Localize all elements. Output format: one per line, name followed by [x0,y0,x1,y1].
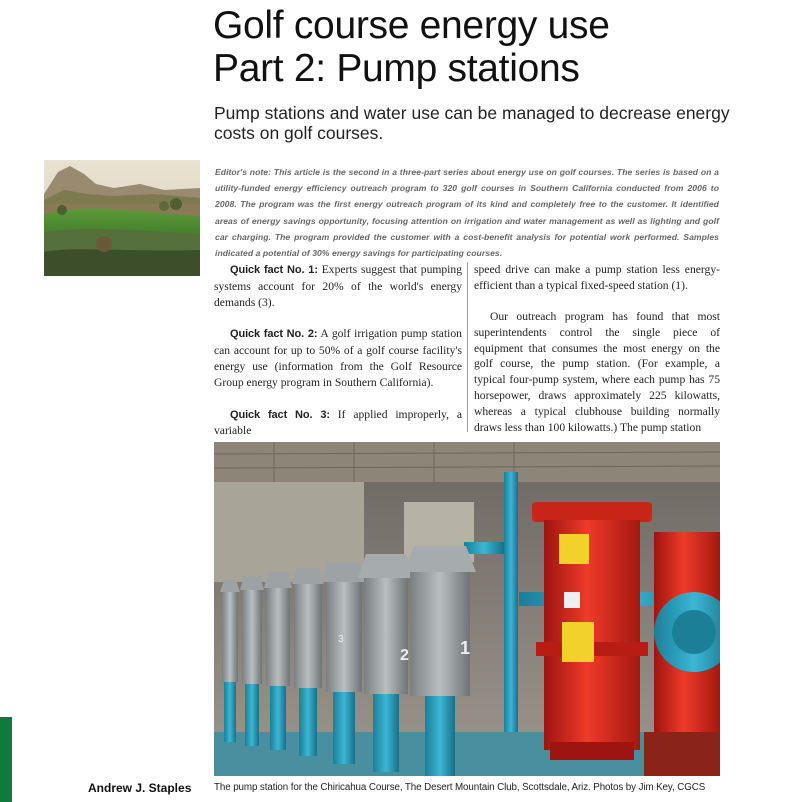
pump-number: 1 [460,638,471,658]
golf-course-photo [44,160,200,276]
pump-station-photo [214,442,720,776]
pump-number: 3 [338,634,344,645]
photo-caption: The pump station for the Chiricahua Course, The Desert Mountain Club, Scottsdale, Ariz. Photos by Jim Key, CGCS [214,782,706,793]
quick-fact-2 [214,326,462,390]
pump-row [220,546,476,776]
body-paragraph: speed drive can make a pump station less energy-efficient than a typical fixed-speed station (1). [474,263,720,292]
fact-label: Quick fact No. 3: [230,408,330,421]
editors-note: Editor's note: This article is the second in a three-part series about energy use on golf courses. The series is based on a utility-funded energy efficiency outreach program to 320 golf courses in Southern California conducted from 2006 to 2008. The program was the first energy outreach program of its kind and completely free to the customer. It identified areas of energy savings opportunity, focusing attention on irrigation and water management as well as lighting and golf car charging. The program provided the customer with a cost-benefit analysis for potential work performed. Samples indicated a potential of 30% energy savings for participating courses. [215,167,719,259]
column-divider [467,262,468,432]
article-title [213,4,783,90]
accent-bar [0,717,12,802]
title-line-2: Part 2: Pump stations [213,47,580,90]
title-line-1: Golf course energy use [213,4,610,47]
fact-label: Quick fact No. 2: [230,328,318,341]
pump-number: 2 [400,647,409,664]
author-byline: Andrew J. Staples [88,781,192,795]
fact-text: If applied improperly, a variable [214,407,462,438]
body-paragraph: Our outreach program has found that most superintendents control the single piece of equipment that consumes the most energy on the golf course, the pump station. (For example, a typical four-pump system, where each pump has 75 horsepower, draws approximately 225 kilowatts, whereas a typical clubhouse building normally draws less than 100 kilowatts.) The pump station [474,310,720,434]
right-column [474,262,720,435]
left-column [214,262,462,439]
quick-fact-1 [214,262,462,310]
fact-text: A golf irrigation pump station can account for up to 50% of a golf course facility's energy use (information from the Golf Resource Group energy program in Southern California). [214,327,462,389]
red-filter [532,502,652,760]
fact-label: Quick fact No. 1: [230,264,318,276]
fact-text: Experts suggest that pumping systems account for 20% of the world's energy demands (3). [214,263,462,309]
article-subtitle: Pump stations and water use can be managed to decrease energy costs on golf courses. [214,103,730,143]
quick-fact-3 [214,407,462,440]
